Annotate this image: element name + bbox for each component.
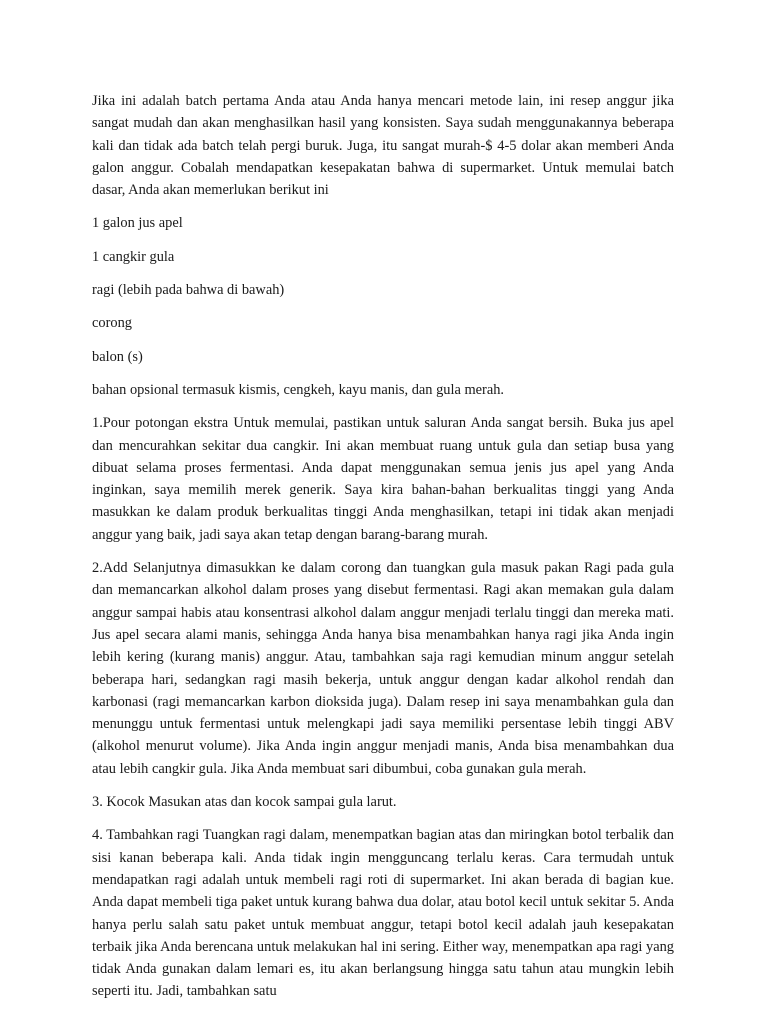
step-paragraph: 2.Add Selanjutnya dimasukkan ke dalam corong dan tuangkan gula masuk pakan Ragi pada gula dan memancarkan alkohol dalam proses yang disebut fermentasi. Ragi akan memakan gula dalam anggur sampai habis atau konsentrasi alkohol dalam anggur menjadi terlalu tinggi dan mereka mati. Jus apel secara alami manis, sehingga Anda hanya bisa menambahkan hanya ragi jika Anda ingin lebih kering (kurang manis) anggur. Atau, tambahkan saja ragi kemudian minum anggur setelah beberapa hari, sedangkan ragi masih bekerja, untuk anggur dengan kadar alkohol rendah dan karbonasi (ragi memancarkan karbon dioksida juga). Dalam resep ini saya menambahkan gula dan menunggu untuk fermentasi untuk melengkapi jadi saya memiliki persentase lebih tinggi ABV (alkohol menurut volume). Jika Anda ingin anggur menjadi manis, Anda bisa menambahkan dua atau lebih cangkir gula. Jika Anda membuat sari dibumbui, coba gunakan gula merah. (92, 560, 674, 777)
ingredient-item: bahan opsional termasuk kismis, cengkeh, kayu manis, dan gula merah. (92, 381, 505, 398)
ingredient-item: balon (s) (92, 348, 143, 365)
step-paragraph: 4. Tambahkan ragi Tuangkan ragi dalam, menempatkan bagian atas dan miringkan botol terbalik dan sisi kanan beberapa kali. Anda tidak ingin mengguncang terlalu keras. Cara termudah untuk mendapatkan ragi adalah untuk membeli ragi roti di supermarket. Ini akan berada di bagian kue. Anda dapat membeli tiga paket untuk kurang bahwa dua dolar, atau botol kecil untuk sekitar 5. Anda hanya perlu salah satu paket untuk membuat anggur, tetapi botol kecil adalah jauh kesepakatan terbaik jika Anda berencana untuk melakukan hal ini sering. Either way, menempatkan apa ragi yang tidak Anda gunakan dalam lemari es, itu akan berlangsung hingga satu tahun atau mungkin lebih seperti itu. Jadi, tambahkan satu (92, 827, 674, 1000)
step-paragraph: 3. Kocok Masukan atas dan kocok sampai gula larut. (92, 794, 397, 811)
ingredient-item: 1 cangkir gula (92, 248, 175, 265)
intro-paragraph: Jika ini adalah batch pertama Anda atau Anda hanya mencari metode lain, ini resep anggur jika sangat mudah dan akan menghasilkan hasil yang konsisten. Saya sudah menggunakannya beberapa kali dan tidak ada batch telah pergi buruk. Juga, itu sangat murah-$ 4-5 dolar akan memberi Anda galon anggur. Cobalah mendapatkan kesepakatan bahwa di supermarket. Untuk memulai batch dasar, Anda akan memerlukan berikut ini (92, 93, 674, 199)
ingredient-item: corong (92, 315, 132, 332)
step-paragraph: 1.Pour potongan ekstra Untuk memulai, pastikan untuk saluran Anda sangat bersih. Buka jus apel dan mencurahkan sekitar dua cangkir. Ini akan membuat ruang untuk gula dan setiap busa yang dibuat selama proses fermentasi. Anda dapat menggunakan semua jenis jus apel yang Anda inginkan, saya memilih merek generik. Saya kira bahan-bahan berkualitas tinggi yang Anda masukkan ke dalam produk berkualitas tinggi Anda menghasilkan, tetapi ini tidak akan menjadi anggur yang baik, jadi saya akan tetap dengan barang-barang murah. (92, 415, 674, 543)
ingredient-item: ragi (lebih pada bahwa di bawah) (92, 282, 285, 299)
document-page (92, 90, 674, 1014)
ingredient-item: 1 galon jus apel (92, 215, 183, 232)
